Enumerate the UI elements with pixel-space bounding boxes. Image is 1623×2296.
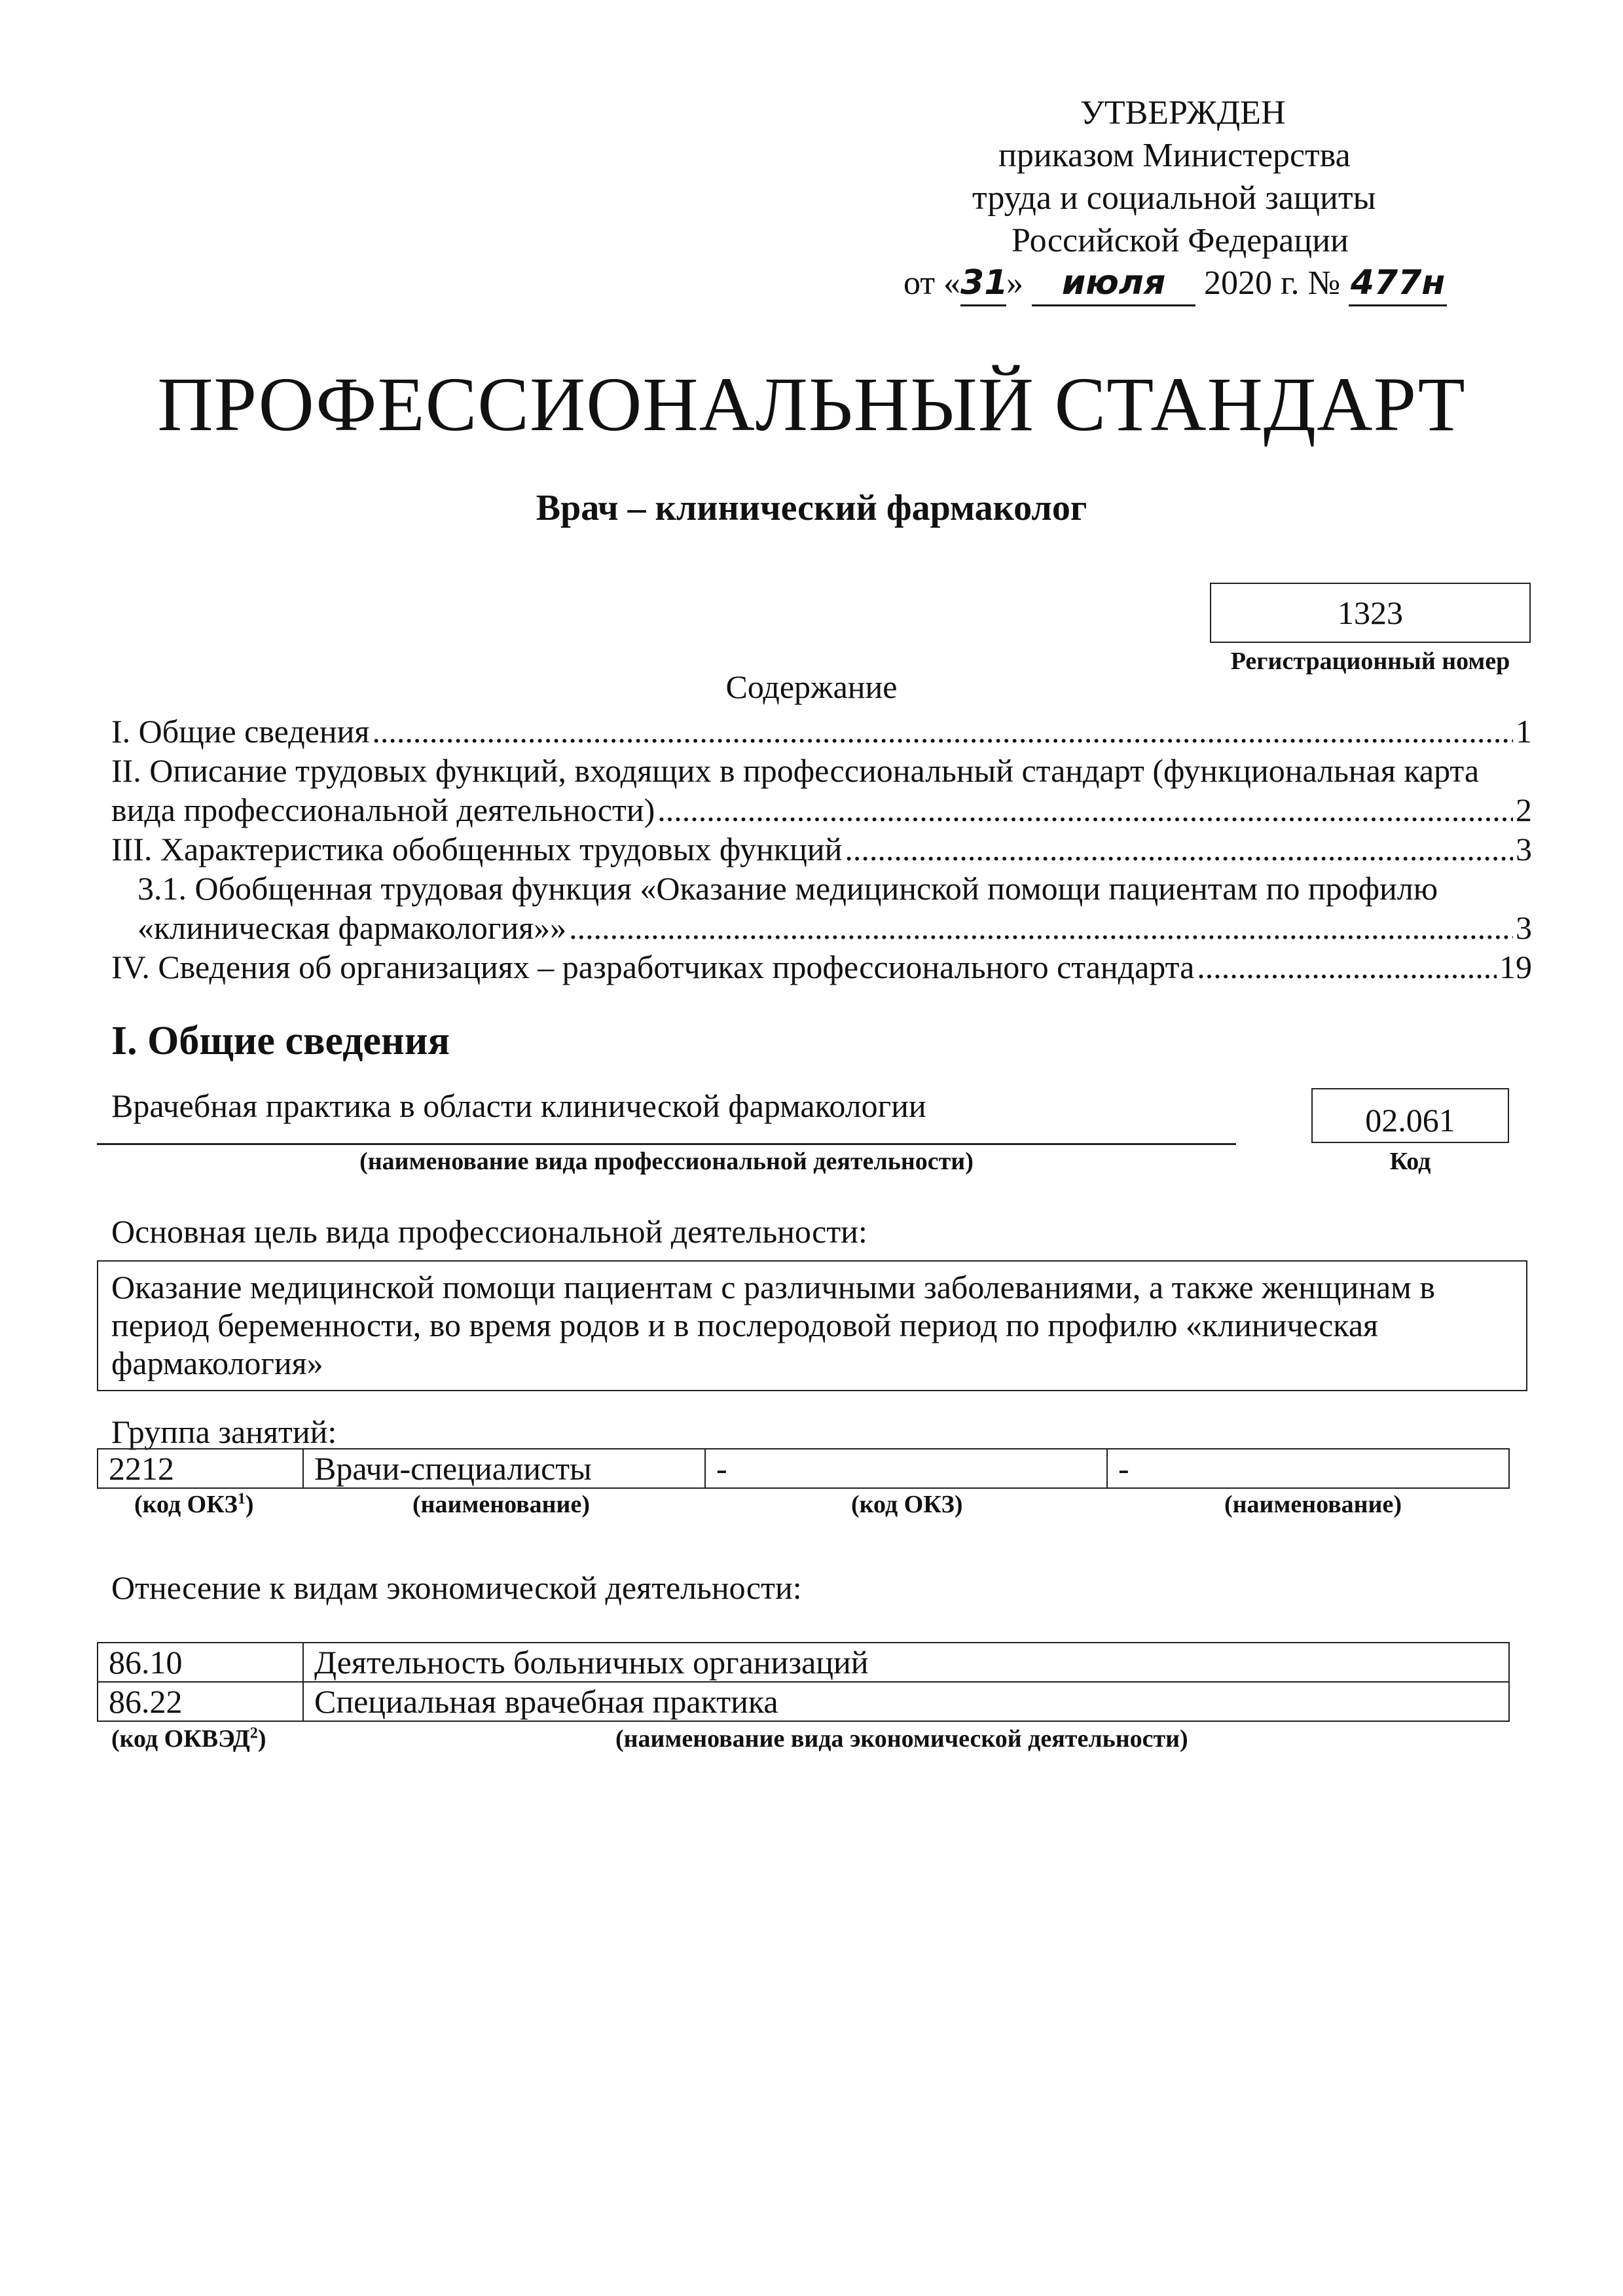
okved-name-caption: (наименование вида экономической деятельности): [615, 1725, 1188, 1753]
occupation-group-table: [97, 1448, 1510, 1489]
approval-date-line: [864, 262, 1446, 306]
activity-caption: (наименование вида профессиональной деятельности): [359, 1148, 974, 1175]
toc-item-page: 3: [1516, 831, 1532, 867]
toc-item-page: 2: [1516, 792, 1532, 828]
toc-item-4[interactable]: [111, 947, 1532, 987]
handwritten-day: 31: [960, 262, 1006, 306]
toc-item-3-1[interactable]: [111, 908, 1532, 947]
toc-item-2[interactable]: [111, 790, 1532, 829]
approval-line-2: приказом Министерства: [998, 137, 1351, 174]
toc-item-page: 3: [1516, 909, 1532, 946]
approval-line-1: УТВЕРЖДЕН: [1080, 94, 1286, 132]
approval-line-3: труда и социальной защиты: [972, 179, 1376, 217]
toc-item-2-line1[interactable]: II. Описание трудовых функций, входящих в профессиональный стандарт (функциональная карта: [111, 752, 1480, 789]
toc-item-3-1-line1[interactable]: 3.1. Обобщенная трудовая функция «Оказание медицинской помощи пациентам по профилю: [137, 870, 1438, 907]
document-title: ПРОФЕССИОНАЛЬНЫЙ СТАНДАРТ: [157, 361, 1466, 447]
okved-name-cell: Деятельность больничных организаций: [303, 1643, 1509, 1682]
year-text: 2020 г. №: [1204, 264, 1341, 302]
toc-item-text: IV. Сведения об организациях – разработчиках профессионального стандарта: [111, 949, 1195, 985]
goal-label: Основная цель вида профессиональной деятельности:: [111, 1213, 867, 1250]
toc-heading: Содержание: [725, 668, 898, 705]
activity-underline: [97, 1143, 1236, 1145]
econ-label: Отнесение к видам экономической деятельности:: [111, 1569, 802, 1606]
code-caption: Код: [1389, 1148, 1431, 1175]
toc-item-1[interactable]: [111, 712, 1532, 751]
goal-text: Оказание медицинской помощи пациентам с различными заболеваниями, а также женщинам в период беременности, во время родов и в послеродовой период по профилю «клиническая фармакология»: [111, 1269, 1435, 1381]
okved-code-cell: 86.10: [98, 1643, 303, 1682]
okz-code-caption-2: (код ОКЗ): [851, 1491, 963, 1518]
table-row: [98, 1682, 1509, 1721]
okz-name-cell-2: -: [1107, 1449, 1509, 1488]
okz-code-cell-2: -: [705, 1449, 1107, 1488]
okz-code-caption: (код ОКЗ$^1$): [134, 1490, 254, 1518]
date-prefix: от «: [903, 264, 961, 302]
handwritten-number: 477н: [1349, 262, 1447, 306]
toc-item-text: «клиническая фармакология»»: [137, 909, 567, 946]
okz-name-caption-2: (наименование): [1224, 1491, 1402, 1518]
approval-line-4: Российской Федерации: [1012, 222, 1349, 259]
approval-block: [864, 92, 1446, 306]
registration-number: 1323: [1338, 594, 1403, 631]
economic-activity-table: [97, 1642, 1510, 1722]
okved-name-cell: Специальная врачебная практика: [303, 1682, 1509, 1721]
footnote-2: 2: [249, 1724, 258, 1742]
document-subtitle: Врач – клинический фармаколог: [536, 488, 1087, 528]
table-row: [98, 1449, 1509, 1488]
toc-item-text: I. Общие сведения: [111, 713, 370, 750]
goal-text-box: [97, 1260, 1527, 1391]
activity-code-box: [1311, 1088, 1509, 1143]
okved-code-caption: (код ОКВЭД$^2$): [111, 1724, 266, 1753]
table-of-contents: [111, 712, 1532, 987]
okved-code-cell: 86.22: [98, 1682, 303, 1721]
toc-item-page: 19: [1499, 949, 1532, 985]
okz-name-caption: (наименование): [412, 1491, 590, 1518]
registration-label: Регистрационный номер: [1230, 647, 1510, 675]
table-row: [98, 1643, 1509, 1682]
group-label: Группа занятий:: [111, 1413, 337, 1450]
handwritten-month: июля: [1032, 262, 1195, 306]
okz-name-cell: Врачи-специалисты: [303, 1449, 705, 1488]
date-mid: »: [1006, 264, 1024, 302]
activity-code: 02.061: [1365, 1102, 1455, 1139]
toc-item-3[interactable]: [111, 829, 1532, 869]
okz-code-cell: 2212: [98, 1449, 303, 1488]
footnote-1: 1: [237, 1490, 246, 1508]
toc-item-page: 1: [1516, 713, 1532, 750]
toc-item-text: вида профессиональной деятельности): [111, 792, 655, 828]
toc-item-text: III. Характеристика обобщенных трудовых функций: [111, 831, 843, 867]
section-heading: I. Общие сведения: [111, 1019, 450, 1063]
registration-number-box: [1210, 583, 1531, 643]
activity-name: Врачебная практика в области клинической фармакологии: [111, 1087, 926, 1124]
